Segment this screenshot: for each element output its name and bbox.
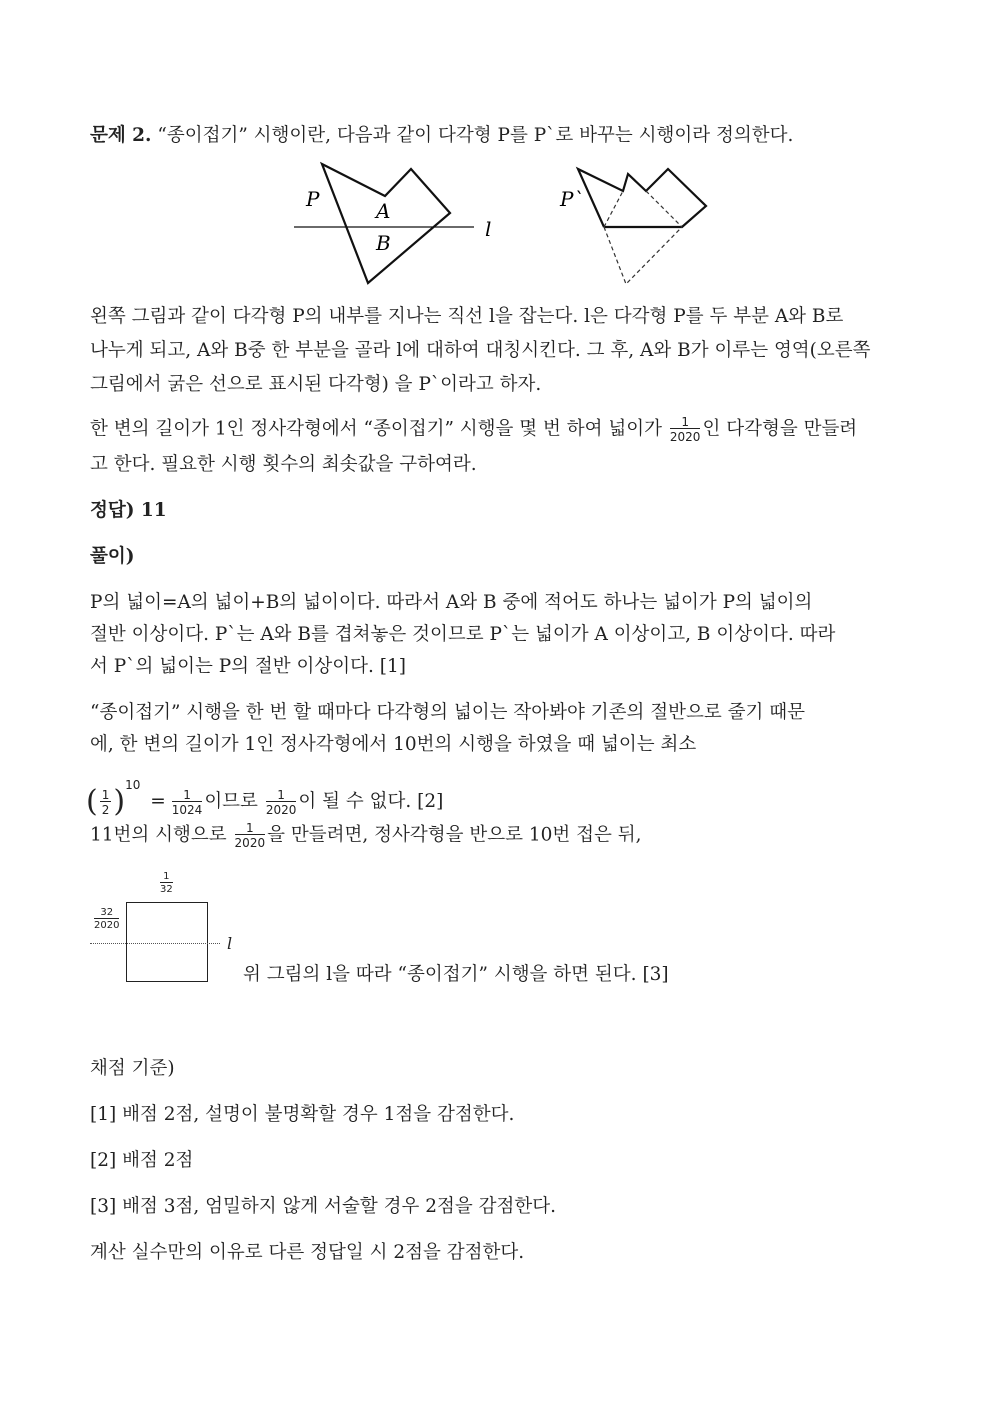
label-P: P [306, 187, 320, 211]
fraction-numerator: 1 [670, 416, 701, 429]
top-fraction [160, 872, 173, 895]
formula-text-end: 이 될 수 없다. [2] [298, 791, 444, 812]
question-text-before: 한 변의 길이가 1인 정사각형에서 “종이접기” 시행을 몇 번 하여 넓이가 [90, 418, 663, 440]
grading-item-4: 계산 실수만의 이유로 다른 정답일 시 2점을 감점한다. [90, 1242, 525, 1263]
solution-para1-line1: P의 넓이=A의 넓이+B의 넓이이다. 따라서 A와 B 중에 적어도 하나는 넓이가 P의 넓이의 [90, 592, 813, 613]
solution-para3 [90, 822, 642, 849]
grading-item-2: [2] 배점 2점 [90, 1150, 194, 1171]
para3-before: 11번의 시행으로 [90, 824, 227, 846]
desc-line-1: 왼쪽 그림과 같이 다각형 P의 내부를 지나는 직선 l을 잡는다. l은 다각형 P를 두 부분 A와 B로 [90, 306, 844, 327]
equals-sign: = [150, 791, 166, 812]
polygon-P-prime [578, 169, 706, 227]
question-text-after: 인 다각형을 만들려 [702, 418, 858, 440]
half-fraction [100, 789, 112, 816]
half-numerator: 1 [101, 787, 110, 802]
right-paren: ) [113, 784, 126, 819]
dashed-B-outline [604, 227, 682, 284]
top-numerator: 1 [160, 872, 173, 883]
grading-item-3: [3] 배점 3점, 엄밀하지 않게 서술할 경우 2점을 감점한다. [90, 1196, 556, 1217]
para3-fraction [235, 822, 266, 849]
para3-after: 을 만들려면, 정사각형을 반으로 10번 접은 뒤, [267, 824, 642, 846]
solution-para1-line3: 서 P`의 넓이는 P의 절반 이상이다. [1] [90, 656, 406, 677]
figure-caption: 위 그림의 l을 따라 “종이접기” 시행을 하면 된다. [3] [243, 964, 669, 985]
compare-denominator: 2020 [265, 802, 297, 817]
result-denominator: 1024 [171, 802, 203, 817]
solution-formula [86, 764, 444, 819]
compare-fraction [266, 789, 297, 816]
solution-para2-line2: 에, 한 변의 길이가 1인 정사각형에서 10번의 시행을 하였을 때 넓이는 최소 [90, 734, 697, 755]
left-paren: ( [86, 784, 98, 819]
desc-line-3: 그림에서 굵은 선으로 표시된 다각형) 을 P`이라고 하자. [90, 374, 542, 395]
fig2-label-l: l [227, 934, 233, 953]
folded-outline [604, 191, 623, 227]
formula-text-mid: 이므로 [204, 791, 258, 812]
exponent: 10 [125, 778, 141, 792]
result-fraction [172, 789, 203, 816]
result-numerator: 1 [172, 789, 203, 802]
dotted-fold-line [90, 943, 220, 944]
problem-label: 문제 2. [90, 125, 152, 146]
half-denominator: 2 [101, 802, 110, 817]
top-denominator: 32 [160, 884, 173, 895]
label-A: A [376, 199, 391, 223]
problem-intro: “종이접기” 시행이란, 다음과 같이 다각형 P를 P`로 바꾸는 시행이라 정의한다. [157, 125, 794, 146]
solution-para1-line2: 절반 이상이다. P`는 A와 B를 겹쳐놓은 것이므로 P`는 넓이가 A 이상이고, B 이상이다. 따라 [90, 624, 836, 645]
folding-figure [280, 160, 730, 300]
label-l: l [485, 217, 492, 241]
polygon-P [322, 164, 450, 283]
question-fraction [670, 416, 701, 443]
square-figure [90, 872, 240, 987]
fraction-denominator: 2020 [669, 430, 701, 444]
rectangle [126, 902, 208, 982]
question-line-1 [90, 416, 857, 443]
question-line-2: 고 한다. 필요한 시행 횟수의 최솟값을 구하여라. [90, 454, 477, 475]
side-fraction [94, 908, 119, 931]
label-P-prime: P` [560, 187, 584, 211]
desc-line-2: 나누게 되고, A와 B중 한 부분을 골라 l에 대하여 대칭시킨다. 그 후, A와 B가 이루는 영역(오른쪽 [90, 340, 871, 361]
side-denominator: 2020 [94, 920, 120, 931]
para3-denominator: 2020 [234, 836, 266, 850]
label-B: B [376, 231, 391, 255]
para3-numerator: 1 [235, 822, 266, 835]
answer-label: 정답) 11 [90, 500, 167, 521]
grading-label: 채점 기준) [90, 1058, 175, 1079]
solution-para2-line1: “종이접기” 시행을 한 번 할 때마다 다각형의 넓이는 작아봐야 기존의 절반으로 줄기 때문 [90, 702, 805, 723]
dashed-inner-line [646, 191, 682, 227]
grading-item-1: [1] 배점 2점, 설명이 불명확할 경우 1점을 감점한다. [90, 1104, 515, 1125]
problem-intro-line [90, 123, 793, 149]
solution-label: 풀이) [90, 546, 135, 567]
compare-numerator: 1 [266, 789, 297, 802]
side-numerator: 32 [94, 908, 119, 919]
